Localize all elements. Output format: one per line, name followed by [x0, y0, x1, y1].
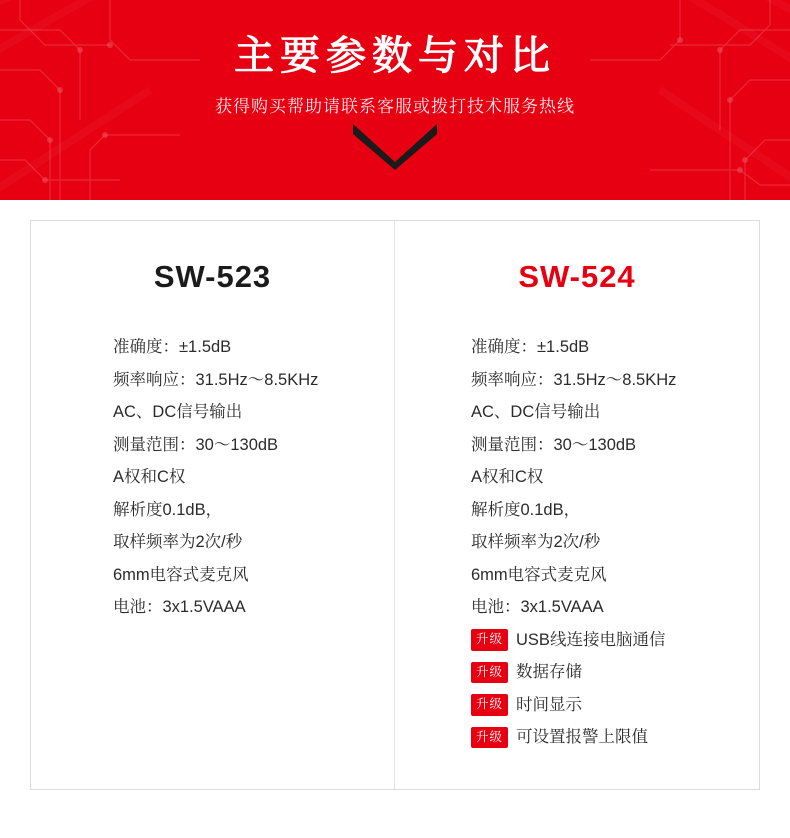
upgrade-badge: 升级	[471, 727, 508, 749]
list-item: 6mm电容式麦克风	[471, 565, 607, 584]
list-item: 6mm电容式麦克风	[113, 565, 249, 584]
list-item: AC、DC信号输出	[113, 403, 243, 421]
list-item: 电池：3x1.5VAAA	[471, 598, 604, 616]
upgrade-label: USB线连接电脑通信	[516, 630, 666, 649]
list-item: 解析度0.1dB，	[471, 500, 581, 519]
list-item: 取样频率为2次/秒	[471, 533, 601, 551]
chevron-down-icon	[353, 124, 437, 170]
upgrade-label: 可设置报警上限值	[516, 728, 649, 746]
upgrade-badge: 升级	[471, 629, 508, 651]
header-banner	[0, 0, 790, 200]
upgrade-badge: 升级	[471, 694, 508, 716]
list-item: A权和C权	[471, 468, 544, 486]
list-item-upgrade	[471, 624, 759, 657]
list-item: 频率响应：31.5Hz～8.5KHz	[113, 370, 319, 389]
upgrade-badge: 升级	[471, 662, 508, 684]
product-column-sw523	[31, 221, 395, 789]
banner-text-block	[0, 0, 790, 117]
list-item-upgrade	[471, 721, 759, 754]
upgrade-label: 时间显示	[516, 695, 583, 714]
list-item: A权和C权	[113, 468, 186, 486]
page-title: 主要参数与对比	[234, 34, 556, 78]
list-item-upgrade	[471, 656, 759, 689]
comparison-card	[30, 220, 760, 790]
list-item: 取样频率为2次/秒	[113, 533, 243, 551]
list-item: 测量范围：30～130dB	[471, 435, 637, 454]
product-title-sw524: SW-524	[518, 259, 636, 294]
page-subtitle: 获得购买帮助请联系客服或拨打技术服务热线	[215, 97, 575, 116]
spec-list-sw523	[31, 331, 394, 624]
product-column-sw524	[395, 221, 759, 789]
list-item: AC、DC信号输出	[471, 403, 601, 421]
list-item: 频率响应：31.5Hz～8.5KHz	[471, 370, 677, 389]
list-item: 准确度：±1.5dB	[471, 338, 590, 356]
list-item: 准确度：±1.5dB	[113, 338, 232, 356]
product-title-sw523: SW-523	[153, 259, 272, 294]
list-item: 解析度0.1dB，	[113, 500, 223, 519]
list-item-upgrade	[471, 689, 759, 722]
list-item: 测量范围：30～130dB	[113, 435, 279, 454]
upgrade-label: 数据存储	[516, 663, 583, 681]
list-item: 电池：3x1.5VAAA	[113, 598, 246, 616]
spec-list-sw524	[395, 331, 759, 754]
